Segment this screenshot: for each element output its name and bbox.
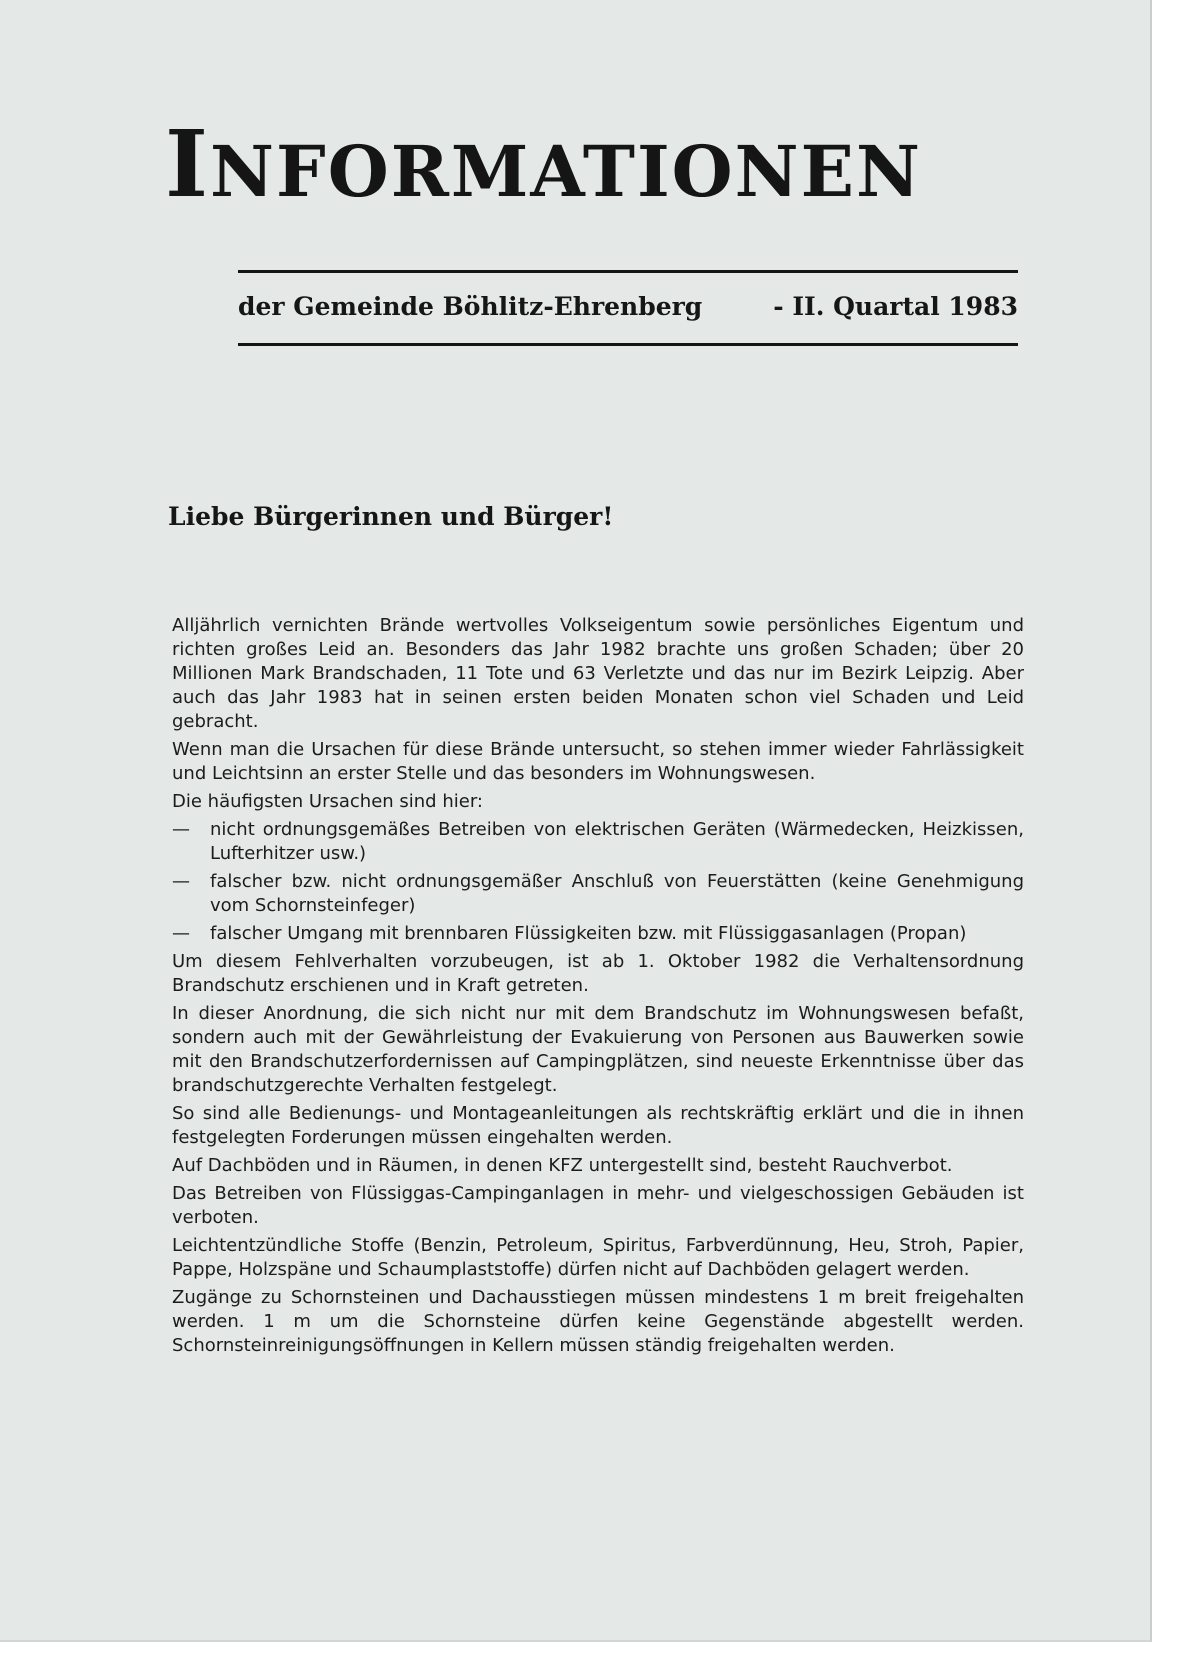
list-item (172, 870, 1024, 918)
subtitle-quarter: - II. Quartal 1983 (773, 292, 1018, 321)
dash-marker: — (172, 871, 190, 892)
list-item-text: falscher Umgang mit brennbaren Flüssigkeiten bzw. mit Flüssiggasanlagen (Propan) (210, 923, 967, 944)
paragraph: Alljährlich vernichten Brände wertvolles Volkseigentum sowie persönliches Eigentum und richten großes Leid an. Besonders das Jahr 1982 brachte uns großen Schaden; über 20 Millionen Mark Brandschaden, 11 Tote und 63 Verletzte und das nur im Bezirk Leipzig. Aber auch das Jahr 1983 hat in seinen ersten beiden Monaten schon viel Schaden und Leid gebracht. (172, 615, 1024, 732)
paragraph: Die häufigsten Ursachen sind hier: (172, 791, 483, 812)
list-item-text: falscher bzw. nicht ordnungsgemäßer Anschluß von Feuerstätten (keine Genehmigung vom Schornsteinfeger) (210, 871, 1024, 916)
header-rule-bottom (238, 343, 1018, 346)
body-text (172, 614, 1024, 1362)
subtitle-municipality: der Gemeinde Böhlitz-Ehrenberg (238, 292, 703, 321)
list-item (172, 818, 1024, 866)
greeting: Liebe Bürgerinnen und Bürger! (168, 502, 614, 531)
page-subtitle (238, 292, 1018, 321)
dash-marker: — (172, 923, 190, 944)
header-rule-top (238, 270, 1018, 273)
paragraph: Wenn man die Ursachen für diese Brände untersucht, so stehen immer wieder Fahrlässigkeit und Leichtsinn an erster Stelle und das besonders im Wohnungswesen. (172, 739, 1024, 784)
paragraph: In dieser Anordnung, die sich nicht nur mit dem Brandschutz im Wohnungswesen befaßt, sondern auch mit der Gewährleistung der Evakuierung von Personen aus Bauwerken sowie mit den Brandschutzerfordernissen auf Campingplätzen, sind neueste Erkenntnisse über das brandschutzgerechte Verhalten festgelegt. (172, 1003, 1024, 1096)
paragraph: Das Betreiben von Flüssiggas-Campinganlagen in mehr- und vielgeschossigen Gebäuden ist verboten. (172, 1183, 1024, 1228)
page-title (165, 110, 1025, 218)
paragraph: Um diesem Fehlverhalten vorzubeugen, ist ab 1. Oktober 1982 die Verhaltensordnung Brandschutz erschienen und in Kraft getreten. (172, 951, 1024, 996)
paragraph: Zugänge zu Schornsteinen und Dachausstiegen müssen mindestens 1 m breit freigehalten werden. 1 m um die Schornsteine dürfen keine Gegenstände abgestellt werden. Schornsteinreinigungsöffnungen in Kellern müssen ständig freigehalten werden. (172, 1287, 1024, 1356)
paragraph: Leichtentzündliche Stoffe (Benzin, Petroleum, Spiritus, Farbverdünnung, Heu, Stroh, Papier, Pappe, Holzspäne und Schaumplaststoffe) dürfen nicht auf Dachböden gelagert werden. (172, 1235, 1024, 1280)
dash-marker: — (172, 819, 190, 840)
list-item-text: nicht ordnungsgemäßes Betreiben von elektrischen Geräten (Wärmedecken, Heizkissen, Lufterhitzer usw.) (210, 819, 1024, 864)
list-item (172, 922, 1024, 946)
paragraph: Auf Dachböden und in Räumen, in denen KFZ untergestellt sind, besteht Rauchverbot. (172, 1155, 953, 1176)
title-initial: I (165, 110, 211, 218)
paragraph: So sind alle Bedienungs- und Montageanleitungen als rechtskräftig erklärt und die in ihnen festgelegten Forderungen müssen eingehalten werden. (172, 1103, 1024, 1148)
title-rest: NFORMATIONEN (210, 130, 922, 213)
